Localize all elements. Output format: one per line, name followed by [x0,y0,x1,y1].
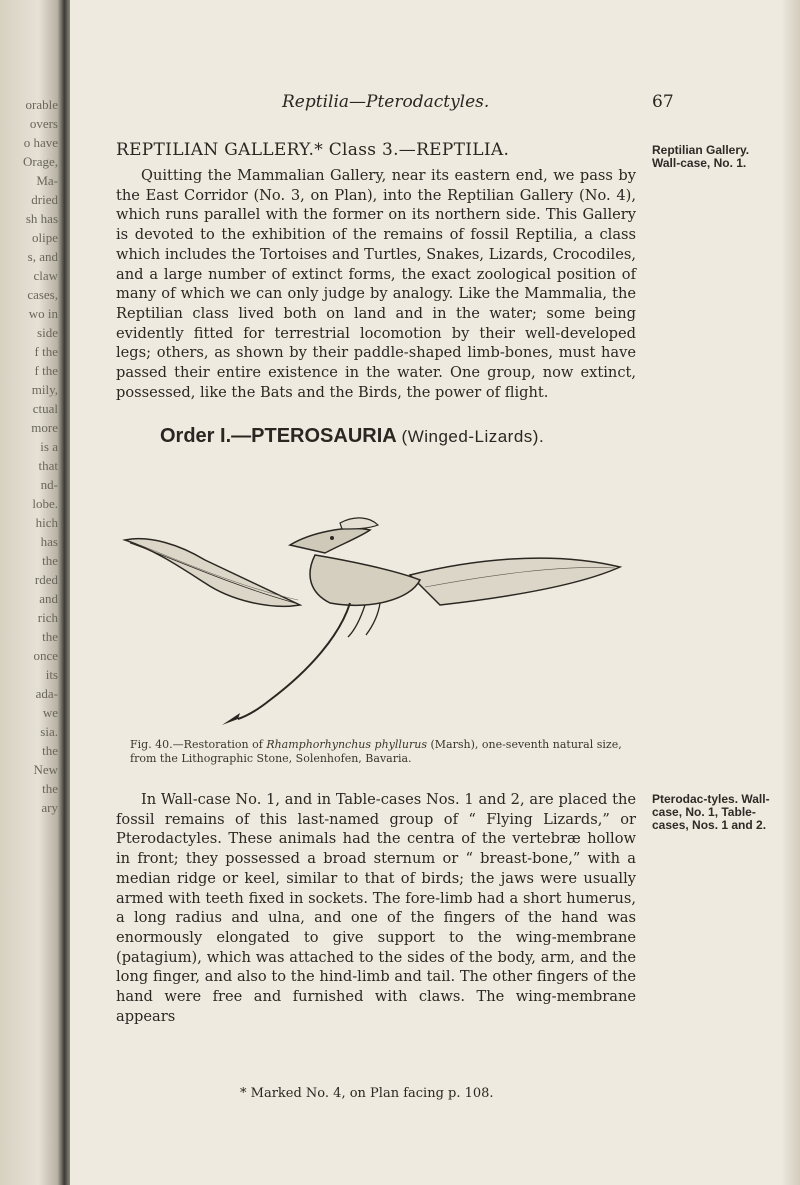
gutter-fragment: f the [34,344,58,359]
footnote: * Marked No. 4, on Plan facing p. 108. [240,1086,494,1101]
gallery-heading: REPTILIAN GALLERY.* Class 3.—REPTILIA. [116,140,510,160]
gutter-fragment: overs [29,116,58,131]
gutter-fragment: sia. [40,724,58,739]
caption-label: Fig. 40.—Restoration of [130,738,263,751]
gutter-fragment: sh has [25,211,58,226]
head [290,528,370,553]
gutter-fragment: more [31,420,58,435]
gutter-fragment: dried [31,192,58,207]
intro-paragraph: Quitting the Mammalian Gallery, near its eastern end, we pass by the East Corridor (No. 3, on Plan), into the Reptilian Gallery (No. 4), which runs parallel with the former on its northern side. This Gallery is devoted to the exhibition of the remains of fossil Reptilia, a class which includes the Tortoises and Turtles, Snakes, Lizards, Crocodiles, and a large number of extinct forms, the exact zoological position of many of which we can only judge by analogy. Like the Mammalia, the Reptilian class lived both on land and in the water; some being evidently fitted for terrestrial locomotion by their well-developed legs; others, as shown by their paddle-shaped limb-bones, must have passed their entire existence in the water. One group, now extinct, possessed, like the Bats and the Birds, the power of flight. [116,167,636,401]
body [310,555,420,605]
gutter-fragment: cases, [27,287,58,302]
order-heading [160,425,680,448]
gutter-fragment: s, and [27,249,58,264]
gutter-fragment: rich [37,610,58,625]
gutter-fragment: and [39,591,58,606]
book-page [100,0,790,1185]
running-head [280,92,680,116]
gutter-fragment: we [42,705,58,720]
gutter-fragment: the [42,629,58,644]
pterodactyles-paragraph: In Wall-case No. 1, and in Table-cases Nos. 1 and 2, are placed the fossil remains of this last-named group of “ Flying Lizards,” or Pterodactyles. These animals had the centra of the vertebræ hollow in front; they possessed a broad sternum or “ breast-bone,” with a median ridge or keel, similar to that of birds; the jaws were usually armed with teeth fixed in sockets. The fore-limb had a short humerus, a long radius and ulna, and one of the fingers of the hand was enormously elongated to give support to the wing-membrane (patagium), which was attached to the sides of the body, arm, and the long finger, and also to the hind-limb and tail. The other fingers of the hand were free and furnished with claws. The wing-membrane appears [116,791,636,1025]
gutter-fragment: o have [23,135,58,150]
page-number: 67 [652,92,674,112]
gutter-fragment: ctual [32,401,58,416]
gutter-fragment: its [45,667,58,682]
gutter-fragment: side [37,325,58,340]
caption-species: Rhamphorhynchus phyllurus [266,738,427,751]
gutter-fragment: has [40,534,58,549]
gutter-fragment: once [33,648,58,663]
gutter-fragment: wo in [28,306,58,321]
margin-note-reptilian-gallery: Reptilian Gallery. Wall-case, No. 1. [652,143,750,170]
gutter-fragment: that [38,458,58,473]
left-wing [125,539,300,607]
gutter-fragment: hich [35,515,58,530]
gutter-fragment: ada- [35,686,58,701]
gutter-fragment: the [42,781,58,796]
gutter-fragment: nd- [40,477,58,492]
caption-rest: (Marsh), one-seventh natural size, from the Lithographic Stone, Solenhofen, Bavaria. [130,738,622,765]
gutter-fragment: ary [41,800,58,815]
facing-page-fragments [2,95,58,817]
margin-note-pterodactyles: Pterodac-tyles. Wall-case, No. 1, Table-cases, Nos. 1 and 2. [652,792,770,832]
gutter-fragment: is a [40,439,58,454]
gutter-fragment: Orage, [22,154,58,169]
gutter-fragment: olipe [32,230,58,245]
gutter-fragment: the [42,743,58,758]
gutter-fragment: claw [33,268,58,283]
gutter-fragment: New [33,762,58,777]
order-title: Order I.—PTEROSAURIA [160,425,396,447]
binding-gutter [0,0,70,1185]
pterosaur-illustration [110,505,630,730]
running-title: Reptilia—Pterodactyles. [282,92,490,112]
gutter-fragment: the [42,553,58,568]
gutter-fragment: rded [34,572,58,587]
gutter-fragment: mily, [31,382,58,397]
gutter-fragment: Ma- [36,173,58,188]
figure-caption [130,738,630,766]
gutter-fragment: f the [34,363,58,378]
tail [238,603,350,719]
right-wing [410,558,620,605]
gutter-fragment: orable [25,97,58,112]
gutter-fragment: lobe. [32,496,58,511]
order-subtitle: (Winged-Lizards). [401,427,545,446]
